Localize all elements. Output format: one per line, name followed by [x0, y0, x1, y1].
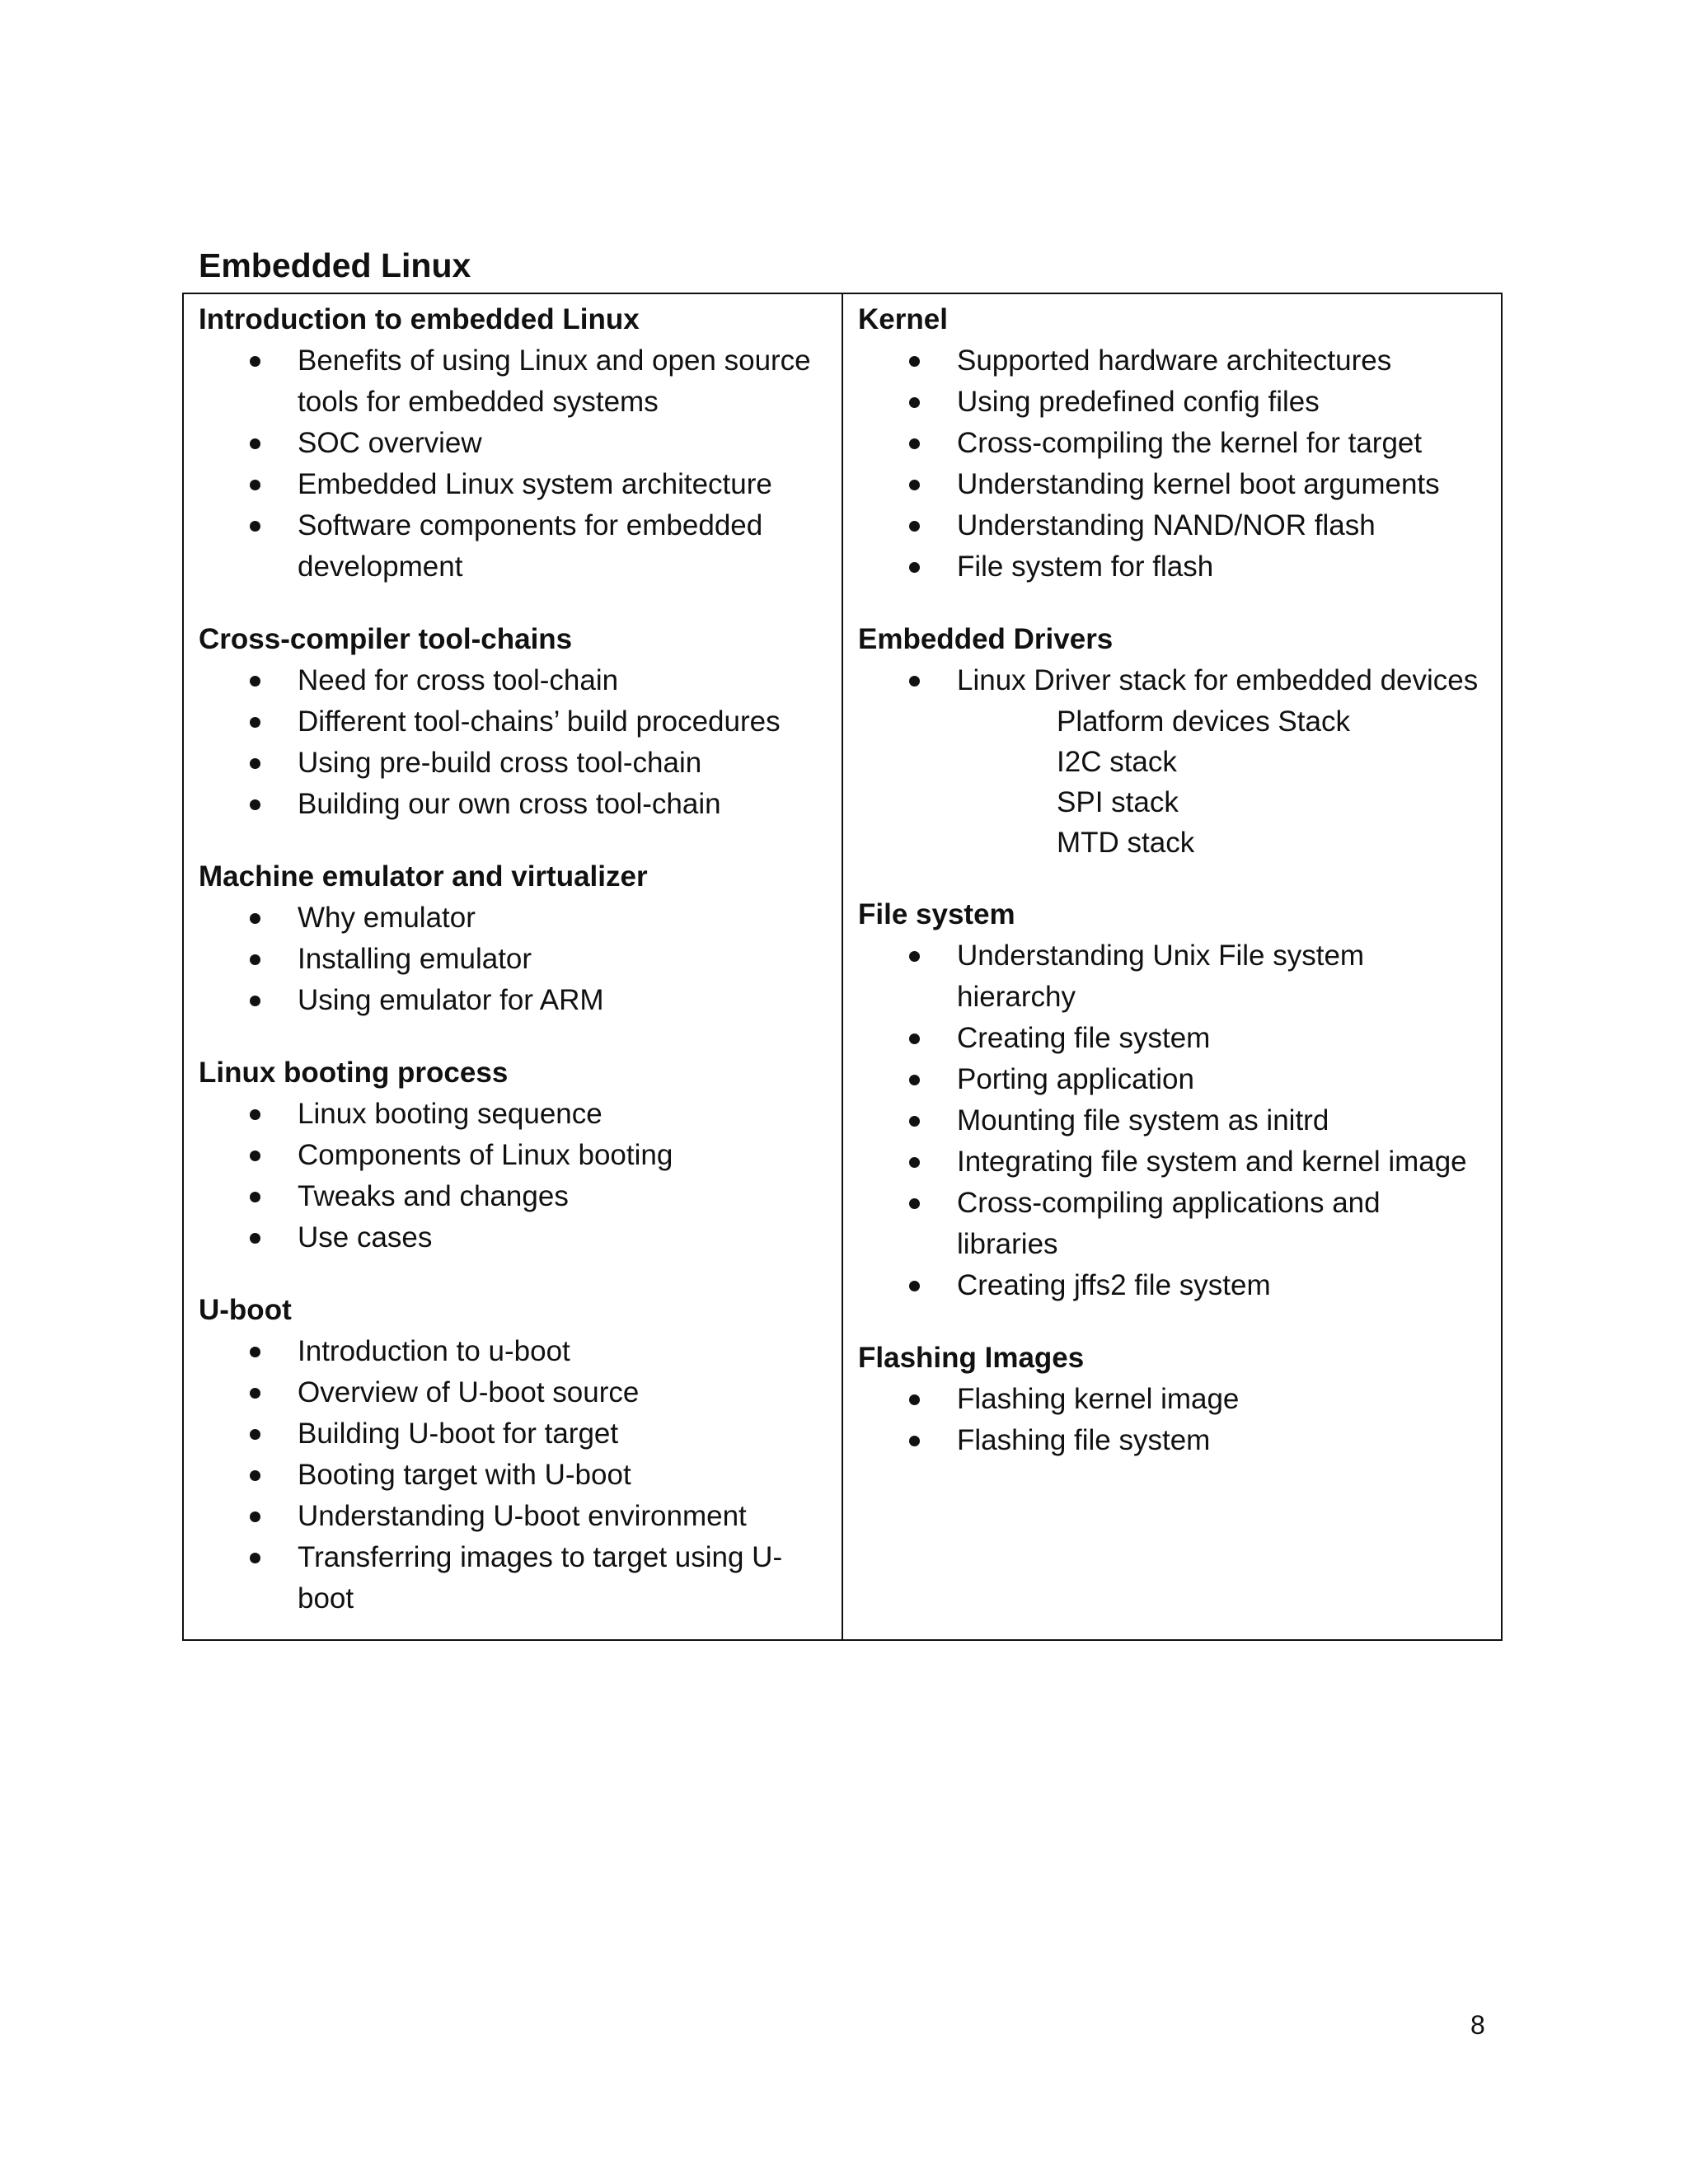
list-item-text: Cross-compiling applications and libraries — [957, 1187, 1381, 1260]
list-item-text: Using emulator for ARM — [298, 984, 604, 1016]
list-item-text: Building U-boot for target — [298, 1418, 619, 1450]
list-item-text: Booting target with U-boot — [298, 1459, 631, 1491]
list-item-text: Different tool-chains’ build procedures — [298, 705, 781, 738]
list-item — [858, 340, 1486, 382]
list-item-text: Building our own cross tool-chain — [298, 788, 721, 820]
section-linux-booting-process — [199, 1052, 827, 1258]
bullet-list — [199, 660, 827, 825]
bullet-icon — [250, 1429, 260, 1440]
list-item-text: Using pre-build cross tool-chain — [298, 747, 702, 779]
bullet-icon — [250, 799, 260, 810]
list-item — [199, 743, 827, 784]
bullet-list — [858, 340, 1486, 588]
list-item-text: Software components for embedded development — [298, 509, 763, 583]
section-title: U-boot — [199, 1294, 292, 1326]
list-item — [199, 1217, 827, 1258]
section-title: Embedded Drivers — [858, 623, 1114, 655]
bullet-icon — [250, 1109, 260, 1120]
bullet-icon — [250, 717, 260, 728]
section-cross-compiler-tool-chains — [199, 619, 827, 825]
list-item — [199, 898, 827, 939]
bullet-icon — [909, 1116, 920, 1127]
list-item — [199, 423, 827, 464]
list-item-text: Introduction to u-boot — [298, 1335, 570, 1367]
bullet-list — [199, 898, 827, 1021]
list-item-text: Tweaks and changes — [298, 1180, 569, 1212]
list-item — [199, 1372, 827, 1413]
bullet-icon — [909, 1394, 920, 1405]
list-item-text: Understanding Unix File system hierarchy — [957, 940, 1365, 1013]
list-item-text: Understanding NAND/NOR flash — [957, 509, 1376, 541]
sub-list-item: MTD stack — [1057, 827, 1195, 859]
section-title: Introduction to embedded Linux — [199, 303, 640, 335]
bullet-icon — [250, 1233, 260, 1244]
list-item-text: Transferring images to target using U-boot — [298, 1541, 783, 1615]
list-item — [199, 1176, 827, 1217]
list-item — [199, 1537, 827, 1619]
bullet-icon — [250, 1470, 260, 1481]
list-item — [199, 660, 827, 701]
list-item — [199, 701, 827, 743]
list-item-text: Mounting file system as initrd — [957, 1104, 1329, 1137]
list-item-text: Use cases — [298, 1221, 433, 1254]
list-item — [199, 464, 827, 505]
bullet-icon — [250, 1192, 260, 1202]
page-number: 8 — [1470, 2010, 1485, 2040]
bullet-icon — [250, 1511, 260, 1522]
section-u-boot — [199, 1290, 827, 1619]
list-item-text: Components of Linux booting — [298, 1139, 673, 1171]
bullet-list — [858, 935, 1486, 1306]
bullet-icon — [250, 996, 260, 1006]
list-item-text: Linux Driver stack for embedded devices — [957, 664, 1479, 696]
list-item — [858, 1265, 1486, 1306]
sub-list-item: SPI stack — [1057, 786, 1179, 818]
list-item — [858, 1183, 1486, 1265]
list-item — [858, 660, 1486, 701]
section-embedded-drivers — [858, 619, 1486, 863]
right-column — [843, 294, 1501, 1639]
list-item — [858, 1141, 1486, 1183]
list-item — [858, 935, 1486, 1018]
list-item — [858, 382, 1486, 423]
list-item-text: Overview of U-boot source — [298, 1376, 640, 1408]
bullet-icon — [250, 521, 260, 532]
sub-list-item: Platform devices Stack — [1057, 705, 1350, 738]
list-item-text: Installing emulator — [298, 943, 532, 975]
list-item-text: Understanding U-boot environment — [298, 1500, 747, 1532]
bullet-icon — [909, 1157, 920, 1168]
list-item — [858, 546, 1486, 588]
page-title: Embedded Linux — [199, 246, 471, 284]
section-title: Kernel — [858, 303, 948, 335]
list-item — [858, 1100, 1486, 1141]
section-flashing-images — [858, 1338, 1486, 1461]
bullet-icon — [909, 1033, 920, 1044]
list-item — [858, 423, 1486, 464]
section-title: Cross-compiler tool-chains — [199, 623, 573, 655]
list-item — [858, 505, 1486, 546]
section-title: Linux booting process — [199, 1057, 509, 1089]
list-item — [199, 939, 827, 980]
list-item — [199, 340, 827, 423]
bullet-list — [199, 1094, 827, 1258]
list-item-text: Creating file system — [957, 1022, 1211, 1054]
list-item-text: Cross-compiling the kernel for target — [957, 427, 1423, 459]
list-item — [858, 464, 1486, 505]
bullet-icon — [250, 954, 260, 965]
section-title: Machine emulator and virtualizer — [199, 860, 648, 893]
list-item-text: Creating jffs2 file system — [957, 1269, 1271, 1301]
bullet-icon — [250, 913, 260, 924]
bullet-icon — [250, 1347, 260, 1357]
list-item — [199, 1094, 827, 1135]
list-item-text: Embedded Linux system architecture — [298, 468, 772, 500]
list-item-text: Linux booting sequence — [298, 1098, 603, 1130]
list-item-text: SOC overview — [298, 427, 482, 459]
bullet-icon — [250, 356, 260, 367]
sub-list — [858, 701, 1486, 863]
list-item-text: Benefits of using Linux and open source tools for embedded systems — [298, 344, 811, 418]
bullet-icon — [909, 521, 920, 532]
list-item — [858, 1420, 1486, 1461]
bullet-icon — [909, 1436, 920, 1446]
bullet-icon — [250, 480, 260, 490]
bullet-icon — [909, 951, 920, 962]
list-item — [199, 1496, 827, 1537]
bullet-list — [199, 340, 827, 588]
list-item — [199, 1331, 827, 1372]
list-item-text: Flashing file system — [957, 1424, 1211, 1456]
bullet-icon — [909, 480, 920, 490]
bullet-icon — [250, 1553, 260, 1563]
list-item — [199, 784, 827, 825]
bullet-list — [858, 1379, 1486, 1461]
list-item-text: Using predefined config files — [957, 386, 1320, 418]
list-item — [858, 1379, 1486, 1420]
list-item — [199, 505, 827, 588]
bullet-list — [858, 660, 1486, 701]
list-item — [199, 1455, 827, 1496]
bullet-icon — [909, 438, 920, 449]
bullet-icon — [250, 758, 260, 769]
section-machine-emulator-and-virtualizer — [199, 856, 827, 1021]
bullet-list — [199, 1331, 827, 1619]
bullet-icon — [909, 356, 920, 367]
list-item — [858, 1059, 1486, 1100]
syllabus-table — [182, 293, 1503, 1641]
list-item-text: Need for cross tool-chain — [298, 664, 619, 696]
section-kernel — [858, 299, 1486, 588]
bullet-icon — [909, 1281, 920, 1291]
list-item — [199, 1135, 827, 1176]
bullet-icon — [250, 1388, 260, 1399]
bullet-icon — [909, 397, 920, 408]
bullet-icon — [909, 676, 920, 687]
section-introduction-to-embedded-linux — [199, 299, 827, 588]
list-item-text: File system for flash — [957, 551, 1214, 583]
section-title: Flashing Images — [858, 1342, 1085, 1374]
list-item-text: Porting application — [957, 1063, 1194, 1095]
bullet-icon — [909, 562, 920, 573]
list-item-text: Supported hardware architectures — [957, 344, 1392, 377]
sub-list-item: I2C stack — [1057, 746, 1177, 778]
list-item-text: Understanding kernel boot arguments — [957, 468, 1440, 500]
bullet-icon — [909, 1075, 920, 1085]
section-file-system — [858, 894, 1486, 1306]
list-item-text: Why emulator — [298, 902, 476, 934]
bullet-icon — [250, 1151, 260, 1161]
list-item-text: Flashing kernel image — [957, 1383, 1240, 1415]
bullet-icon — [250, 438, 260, 449]
list-item-text: Integrating file system and kernel image — [957, 1146, 1467, 1178]
list-item — [858, 1018, 1486, 1059]
section-title: File system — [858, 898, 1015, 930]
list-item — [199, 1413, 827, 1455]
list-item — [199, 980, 827, 1021]
bullet-icon — [250, 676, 260, 687]
left-column — [184, 294, 843, 1639]
bullet-icon — [909, 1198, 920, 1209]
